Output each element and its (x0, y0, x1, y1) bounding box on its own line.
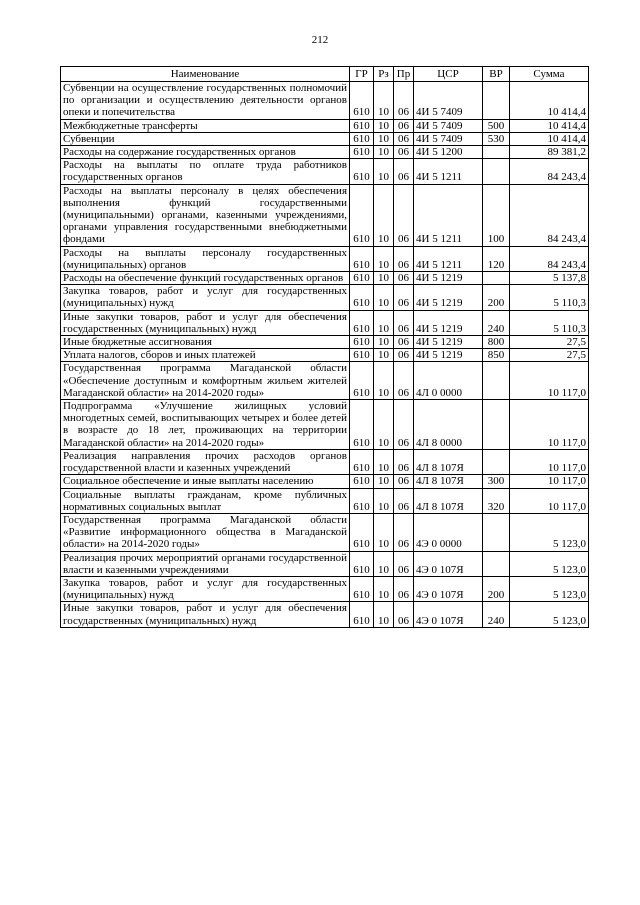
cell-name: Межбюджетные трансферты (61, 119, 350, 132)
cell-name: Расходы на выплаты по оплате труда работников государственных органов (61, 159, 350, 184)
cell-sum: 5 123,0 (510, 513, 589, 551)
cell-sum: 10 117,0 (510, 400, 589, 450)
cell-sum: 84 243,4 (510, 184, 589, 246)
cell-vr: 530 (483, 132, 510, 145)
cell-rz: 10 (374, 272, 394, 285)
cell-sum: 10 414,4 (510, 82, 589, 120)
cell-vr: 240 (483, 602, 510, 627)
cell-vr (483, 82, 510, 120)
header-gr: ГР (350, 67, 374, 82)
cell-rz: 10 (374, 349, 394, 362)
cell-sum: 5 123,0 (510, 576, 589, 601)
cell-pr: 06 (394, 488, 414, 513)
cell-gr: 610 (350, 349, 374, 362)
cell-pr: 06 (394, 132, 414, 145)
cell-name: Социальное обеспечение и иные выплаты населению (61, 475, 350, 488)
cell-csr: 4И 5 1219 (414, 272, 483, 285)
cell-gr: 610 (350, 310, 374, 335)
cell-vr: 320 (483, 488, 510, 513)
cell-sum: 5 123,0 (510, 551, 589, 576)
header-vr: ВР (483, 67, 510, 82)
cell-vr (483, 400, 510, 450)
cell-pr: 06 (394, 146, 414, 159)
cell-vr (483, 159, 510, 184)
cell-gr: 610 (350, 602, 374, 627)
table-row (61, 184, 589, 246)
cell-rz: 10 (374, 184, 394, 246)
table-row (61, 246, 589, 271)
cell-gr: 610 (350, 576, 374, 601)
cell-sum: 10 117,0 (510, 362, 589, 400)
cell-vr: 200 (483, 285, 510, 310)
cell-sum: 10 414,4 (510, 119, 589, 132)
cell-pr: 06 (394, 602, 414, 627)
cell-csr: 4Л 8 107Я (414, 475, 483, 488)
cell-vr: 300 (483, 475, 510, 488)
cell-csr: 4И 5 1219 (414, 336, 483, 349)
cell-gr: 610 (350, 449, 374, 474)
cell-name: Субвенции (61, 132, 350, 145)
cell-name: Реализация направления прочих расходов органов государственной власти и казенных учреждений (61, 449, 350, 474)
cell-name: Реализация прочих мероприятий органами государственной власти и казенными учреждениями (61, 551, 350, 576)
cell-pr: 06 (394, 246, 414, 271)
cell-pr: 06 (394, 551, 414, 576)
cell-rz: 10 (374, 449, 394, 474)
cell-name: Уплата налогов, сборов и иных платежей (61, 349, 350, 362)
cell-csr: 4Э 0 107Я (414, 602, 483, 627)
cell-csr: 4Э 0 107Я (414, 551, 483, 576)
cell-rz: 10 (374, 82, 394, 120)
cell-name: Расходы на содержание государственных органов (61, 146, 350, 159)
table-row (61, 119, 589, 132)
table-row (61, 285, 589, 310)
cell-name: Закупка товаров, работ и услуг для государственных (муниципальных) нужд (61, 285, 350, 310)
cell-rz: 10 (374, 132, 394, 145)
cell-name: Социальные выплаты гражданам, кроме публичных нормативных социальных выплат (61, 488, 350, 513)
cell-name: Иные закупки товаров, работ и услуг для обеспечения государственных (муниципальных) нужд (61, 602, 350, 627)
header-name: Наименование (61, 67, 350, 82)
cell-gr: 610 (350, 159, 374, 184)
cell-sum: 10 117,0 (510, 488, 589, 513)
cell-csr: 4И 5 7409 (414, 82, 483, 120)
cell-pr: 06 (394, 272, 414, 285)
cell-vr: 800 (483, 336, 510, 349)
table-row (61, 551, 589, 576)
cell-sum: 10 117,0 (510, 449, 589, 474)
cell-vr (483, 449, 510, 474)
cell-pr: 06 (394, 310, 414, 335)
cell-csr: 4Л 0 0000 (414, 362, 483, 400)
cell-sum: 5 110,3 (510, 310, 589, 335)
cell-rz: 10 (374, 488, 394, 513)
page-number: 212 (311, 34, 329, 46)
cell-pr: 06 (394, 336, 414, 349)
cell-pr: 06 (394, 82, 414, 120)
cell-vr (483, 146, 510, 159)
cell-rz: 10 (374, 400, 394, 450)
cell-vr: 100 (483, 184, 510, 246)
cell-name: Иные закупки товаров, работ и услуг для обеспечения государственных (муниципальных) нужд (61, 310, 350, 335)
cell-vr: 240 (483, 310, 510, 335)
cell-rz: 10 (374, 159, 394, 184)
cell-csr: 4И 5 1219 (414, 349, 483, 362)
cell-rz: 10 (374, 576, 394, 601)
cell-rz: 10 (374, 119, 394, 132)
cell-rz: 10 (374, 285, 394, 310)
cell-csr: 4И 5 1200 (414, 146, 483, 159)
cell-name: Субвенции на осуществление государственных полномочий по организации и осуществлению деятельности органов опеки и попечительства (61, 82, 350, 120)
cell-csr: 4И 5 7409 (414, 119, 483, 132)
cell-sum: 27,5 (510, 336, 589, 349)
cell-rz: 10 (374, 475, 394, 488)
table-row (61, 272, 589, 285)
cell-sum: 84 243,4 (510, 159, 589, 184)
table-row (61, 475, 589, 488)
cell-sum: 5 137,8 (510, 272, 589, 285)
cell-pr: 06 (394, 184, 414, 246)
cell-csr: 4И 5 1211 (414, 246, 483, 271)
cell-pr: 06 (394, 513, 414, 551)
table-row (61, 132, 589, 145)
cell-gr: 610 (350, 82, 374, 120)
table-row (61, 82, 589, 120)
cell-pr: 06 (394, 475, 414, 488)
cell-gr: 610 (350, 336, 374, 349)
cell-rz: 10 (374, 310, 394, 335)
cell-pr: 06 (394, 449, 414, 474)
table-row (61, 362, 589, 400)
cell-csr: 4И 5 1219 (414, 285, 483, 310)
header-csr: ЦСР (414, 67, 483, 82)
cell-pr: 06 (394, 576, 414, 601)
cell-csr: 4И 5 1219 (414, 310, 483, 335)
cell-csr: 4Л 8 0000 (414, 400, 483, 450)
header-row (61, 67, 589, 82)
cell-gr: 610 (350, 551, 374, 576)
table-row (61, 336, 589, 349)
cell-rz: 10 (374, 336, 394, 349)
cell-pr: 06 (394, 119, 414, 132)
cell-vr (483, 513, 510, 551)
cell-vr: 200 (483, 576, 510, 601)
cell-vr: 500 (483, 119, 510, 132)
cell-csr: 4И 5 1211 (414, 159, 483, 184)
cell-name: Расходы на обеспечение функций государственных органов (61, 272, 350, 285)
table-row (61, 349, 589, 362)
cell-pr: 06 (394, 159, 414, 184)
cell-csr: 4Л 8 107Я (414, 488, 483, 513)
cell-gr: 610 (350, 184, 374, 246)
cell-pr: 06 (394, 285, 414, 310)
cell-csr: 4Э 0 107Я (414, 576, 483, 601)
cell-rz: 10 (374, 362, 394, 400)
cell-csr: 4Л 8 107Я (414, 449, 483, 474)
table-row (61, 488, 589, 513)
cell-name: Расходы на выплаты персоналу в целях обеспечения выполнения функций государственными (муниципальными) органами, казенными учреждениями, органами управления государственными внебюджетными фондами (61, 184, 350, 246)
cell-pr: 06 (394, 400, 414, 450)
header-sum: Сумма (510, 67, 589, 82)
cell-gr: 610 (350, 513, 374, 551)
cell-gr: 610 (350, 132, 374, 145)
table-row (61, 602, 589, 627)
cell-gr: 610 (350, 475, 374, 488)
table-header (61, 67, 589, 82)
cell-vr (483, 272, 510, 285)
cell-sum: 10 117,0 (510, 475, 589, 488)
cell-sum: 27,5 (510, 349, 589, 362)
cell-vr (483, 362, 510, 400)
cell-gr: 610 (350, 146, 374, 159)
cell-rz: 10 (374, 602, 394, 627)
cell-sum: 89 381,2 (510, 146, 589, 159)
header-rz: Рз (374, 67, 394, 82)
table-row (61, 576, 589, 601)
cell-name: Государственная программа Магаданской области «Обеспечение доступным и комфортным жильем жителей Магаданской области» на 2014-2020 годы» (61, 362, 350, 400)
cell-sum: 5 123,0 (510, 602, 589, 627)
cell-sum: 10 414,4 (510, 132, 589, 145)
cell-rz: 10 (374, 246, 394, 271)
table-row (61, 449, 589, 474)
cell-gr: 610 (350, 119, 374, 132)
cell-pr: 06 (394, 349, 414, 362)
budget-table (60, 66, 589, 628)
table-row (61, 146, 589, 159)
cell-gr: 610 (350, 246, 374, 271)
cell-csr: 4И 5 1211 (414, 184, 483, 246)
table-row (61, 513, 589, 551)
cell-name: Иные бюджетные ассигнования (61, 336, 350, 349)
cell-rz: 10 (374, 146, 394, 159)
cell-gr: 610 (350, 285, 374, 310)
cell-sum: 84 243,4 (510, 246, 589, 271)
table-body (61, 82, 589, 628)
cell-pr: 06 (394, 362, 414, 400)
cell-gr: 610 (350, 272, 374, 285)
cell-csr: 4Э 0 0000 (414, 513, 483, 551)
table-row (61, 400, 589, 450)
cell-gr: 610 (350, 488, 374, 513)
cell-name: Закупка товаров, работ и услуг для государственных (муниципальных) нужд (61, 576, 350, 601)
cell-vr: 120 (483, 246, 510, 271)
cell-vr (483, 551, 510, 576)
cell-rz: 10 (374, 551, 394, 576)
header-pr: Пр (394, 67, 414, 82)
cell-csr: 4И 5 7409 (414, 132, 483, 145)
cell-vr: 850 (483, 349, 510, 362)
cell-sum: 5 110,3 (510, 285, 589, 310)
cell-gr: 610 (350, 362, 374, 400)
cell-gr: 610 (350, 400, 374, 450)
cell-name: Государственная программа Магаданской области «Развитие информационного общества в Магаданской области» на 2014-2020 годы» (61, 513, 350, 551)
cell-name: Расходы на выплаты персоналу государственных (муниципальных) органов (61, 246, 350, 271)
table-row (61, 310, 589, 335)
table-row (61, 159, 589, 184)
cell-name: Подпрограмма «Улучшение жилищных условий многодетных семей, воспитывающих четырех и более детей в возрасте до 18 лет, проживающих на территории Магаданской области» на 2014-2020 годы» (61, 400, 350, 450)
cell-rz: 10 (374, 513, 394, 551)
